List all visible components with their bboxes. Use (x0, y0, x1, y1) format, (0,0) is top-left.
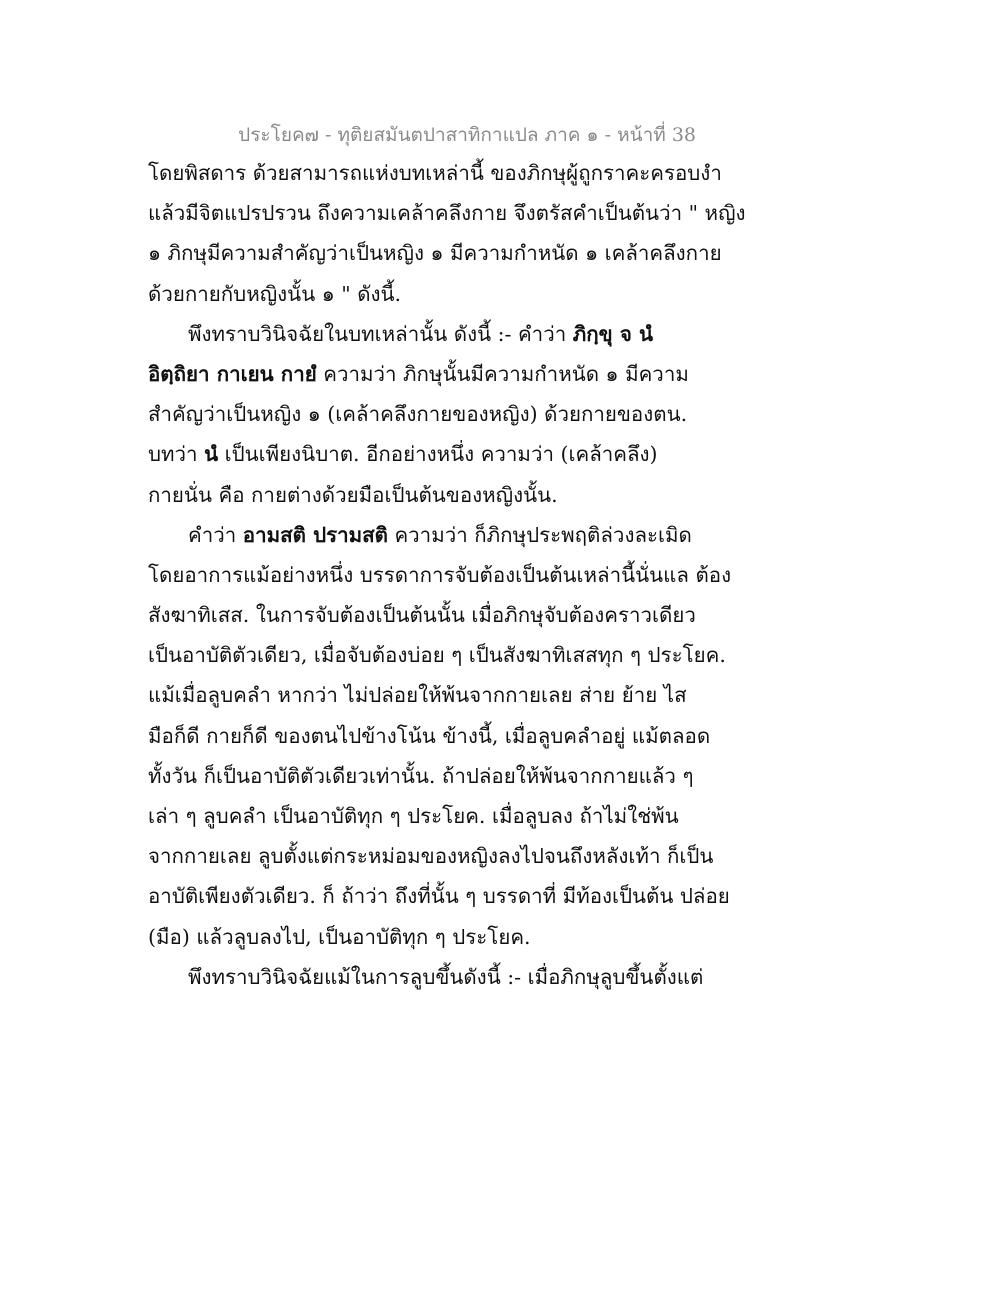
body-text (148, 153, 746, 997)
text-line (148, 595, 708, 635)
text-segment: โดยพิสดาร ด้วยสามารถแห่งบทเหล่านี้ ของภิกษุผู้ถูกราคะครอบงำ (148, 161, 722, 185)
text-segment: ทั้งวัน ก็เป็นอาบัติตัวเดียวเท่านั้น. ถ้าปล่อยให้พ้นจากกายแล้ว ๆ (148, 763, 694, 788)
text-segment: กายนั่น คือ กายต่างด้วยมือเป็นต้นของหญิงนั้น. (148, 482, 558, 507)
text-line (148, 957, 708, 997)
text-segment: มือก็ดี กายก็ดี ของตนไปข้างโน้น ข้างนี้, เมื่อลูบคลำอยู่ แม้ตลอด (148, 723, 711, 748)
text-segment: ด้วยกายกับหญิงนั้น ๑ " ดังนี้. (148, 281, 402, 306)
bold-term: นํ (204, 442, 219, 467)
text-segment: แม้เมื่อลูบคลำ หากว่า ไม่ปล่อยให้พ้นจากกายเลย ส่าย ย้าย ไส (148, 683, 687, 708)
text-segment: (มือ) แล้วลูบลงไป, เป็นอาบัติทุก ๆ ประโยค. (148, 924, 531, 949)
text-segment: อาบัติเพียงตัวเดียว. ก็ ถ้าว่า ถึงที่นั้น ๆ บรรดาที่ มีท้องเป็นต้น ปล่อย (148, 884, 730, 909)
text-line (148, 716, 711, 756)
text-line (148, 876, 730, 916)
text-line (148, 796, 708, 836)
text-line (148, 314, 708, 354)
text-segment: เป็นเพียงนิบาต. อีกอย่างหนึ่ง ความว่า (เคล้าคลึง) (218, 442, 658, 467)
text-segment: ความว่า ก็ภิกษุประพฤติล่วงละเมิด (387, 522, 692, 547)
text-line (148, 635, 726, 675)
bold-term: อามสติ ปรามสติ (242, 522, 388, 547)
text-segment: โดยอาการแม้อย่างหนึ่ง บรรดาการจับต้องเป็นต้นเหล่านี้นั่นแล ต้อง (148, 562, 732, 587)
text-line (148, 153, 722, 193)
text-line (148, 675, 708, 715)
text-line (148, 193, 746, 233)
text-line (148, 917, 708, 957)
bold-term: ภิกฺขุ จ นํ (572, 321, 653, 346)
text-line (148, 756, 708, 796)
text-segment: พึงทราบวินิจฉัยแม้ในการลูบขึ้นดังนี้ :- เมื่อภิกษุลูบขึ้นตั้งแต่ (188, 964, 704, 989)
text-segment: จากกายเลย ลูบตั้งแต่กระหม่อมของหญิงลงไปจนถึงหลังเท้า ก็เป็น (148, 844, 714, 869)
text-segment: ความว่า ภิกษุนั้นมีความกำหนัด ๑ มีความ (316, 361, 689, 386)
text-line (148, 434, 708, 474)
text-segment: สำคัญว่าเป็นหญิง ๑ (เคล้าคลึงกายของหญิง) ด้วยกายของตน. (148, 402, 688, 427)
running-header: ประโยค๗ - ทุติยสมันตปาสาทิกาแปล ภาค ๑ - หน้าที่ 38 (238, 124, 696, 146)
text-line (148, 515, 708, 555)
text-segment: พึงทราบวินิจฉัยในบทเหล่านั้น ดังนี้ :- คำว่า (188, 321, 573, 346)
text-line (148, 394, 708, 434)
bold-term: อิตฺถิยา กาเยน กายํ (148, 361, 317, 386)
text-segment: สังฆาทิเสส. ในการจับต้องเป็นต้นนั้น เมื่อภิกษุจับต้องคราวเดียว (148, 603, 696, 628)
text-segment: เป็นอาบัติตัวเดียว, เมื่อจับต้องบ่อย ๆ เป็นสังฆาทิเสสทุก ๆ ประโยค. (148, 643, 726, 668)
text-segment: คำว่า (188, 522, 243, 547)
text-segment: เล่า ๆ ลูบคลำ เป็นอาบัติทุก ๆ ประโยค. เมื่อลูบลง ถ้าไม่ใช่พ้น (148, 804, 679, 828)
text-line (148, 274, 708, 314)
text-segment: แล้วมีจิตแปรปรวน ถึงความเคล้าคลึงกาย จึงตรัสคำเป็นต้นว่า " หญิง (148, 201, 746, 226)
text-line (148, 555, 732, 595)
text-segment: บทว่า (148, 442, 205, 467)
text-line (148, 354, 708, 394)
text-line (148, 233, 722, 273)
text-segment: ๑ ภิกษุมีความสำคัญว่าเป็นหญิง ๑ มีความกำหนัด ๑ เคล้าคลึงกาย (148, 241, 722, 266)
text-line (148, 836, 714, 876)
text-line (148, 475, 708, 515)
